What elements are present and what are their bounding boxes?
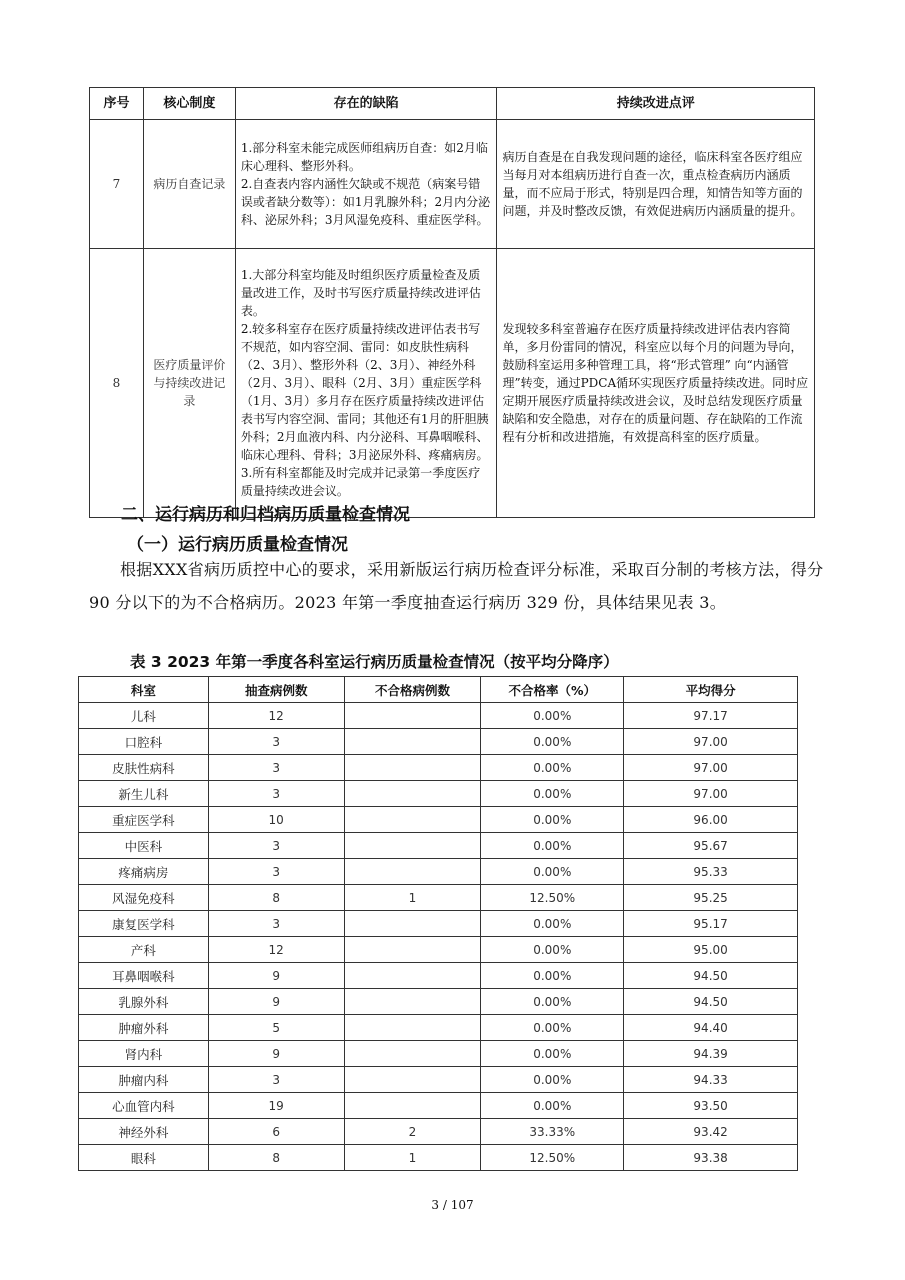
cell-failed — [344, 911, 481, 937]
cell-fail-rate: 12.50% — [481, 1145, 624, 1171]
cell-failed — [344, 833, 481, 859]
cell-sampled: 3 — [208, 911, 344, 937]
cell-department: 新生儿科 — [79, 781, 209, 807]
cell-fail-rate: 0.00% — [481, 755, 624, 781]
cell-sampled: 12 — [208, 937, 344, 963]
cell-fail-rate: 0.00% — [481, 1093, 624, 1119]
cell-department: 口腔科 — [79, 729, 209, 755]
cell-avg-score: 94.50 — [624, 963, 798, 989]
cell-avg-score: 95.25 — [624, 885, 798, 911]
cell-fail-rate: 0.00% — [481, 1015, 624, 1041]
cell-avg-score: 93.38 — [624, 1145, 798, 1171]
cell-fail-rate: 0.00% — [481, 1067, 624, 1093]
table-row — [90, 120, 815, 249]
cell-avg-score: 94.40 — [624, 1015, 798, 1041]
cell-sampled: 9 — [208, 989, 344, 1015]
cell-department: 风湿免疫科 — [79, 885, 209, 911]
cell-department: 儿科 — [79, 703, 209, 729]
cell-avg-score: 97.17 — [624, 703, 798, 729]
cell-failed — [344, 781, 481, 807]
cell-department: 肾内科 — [79, 1041, 209, 1067]
cell-failed — [344, 1093, 481, 1119]
table-row — [79, 833, 798, 859]
row-defects: 1.部分科室未能完成医师组病历自查：如2月临床心理科、整形外科。 2.自查表内容内涵性欠缺或不规范（病案号错误或者缺分数等）：如1月乳腺外科；2月内分泌科、泌尿外科；3月风湿免疫科、重症医学科。 — [235, 120, 497, 249]
cell-failed — [344, 1041, 481, 1067]
cell-fail-rate: 0.00% — [481, 1041, 624, 1067]
cell-department: 产科 — [79, 937, 209, 963]
cell-sampled: 10 — [208, 807, 344, 833]
table-caption: 表 3 2023 年第一季度各科室运行病历质量检查情况（按平均分降序） — [130, 653, 619, 671]
body-paragraph: 根据XXX省病历质控中心的要求，采用新版运行病历检查评分标准，采取百分制的考核方法，得分 90 分以下的为不合格病历。2023 年第一季度抽查运行病历 329 份，具体结果见表 3。 — [89, 560, 824, 612]
header-failed: 不合格病例数 — [344, 677, 481, 703]
defects-table — [89, 87, 815, 518]
table-row — [79, 807, 798, 833]
section-heading: 二、运行病历和归档病历质量检查情况 — [121, 505, 410, 525]
row-defects: 1.大部分科室均能及时组织医疗质量检查及质量改进工作，及时书写医疗质量持续改进评估表。 2.较多科室存在医疗质量持续改进评估表书写不规范，如内容空洞、雷同：如皮肤性病科（2、3月）、整形外科（2、3月）、神经外科（2月、3月）、眼科（2月、3月）重症医学科（1月、3月）多月存在医疗质量持续改进评估表书写内容空洞、雷同；其他还有1月的肝胆胰外科；2月血液内科、内分泌科、耳鼻咽喉科、临床心理科、骨科；3月泌尿外科、疼痛病房。 3.所有科室都能及时完成并记录第一季度医疗质量持续改进会议。 — [235, 249, 497, 518]
table-row — [79, 781, 798, 807]
department-quality-table — [78, 676, 798, 1171]
row-no: 8 — [90, 249, 144, 518]
row-comment: 发现较多科室普遍存在医疗质量持续改进评估表内容简单，多月份雷同的情况，科室应以每个月的问题为导向，鼓励科室运用多种管理工具，将“形式管理” 向“内涵管理”转变，通过PDCA循环实现医疗质量持续改进。同时应定期开展医疗质量持续改进会议，及时总结发现医疗质量缺陷和安全隐患，对存在的质量问题、存在缺陷的工作流程有分析和改进措施，有效提高科室的医疗质量。 — [497, 249, 815, 518]
defects-table-header — [90, 88, 815, 120]
subsection-heading: （一）运行病历质量检查情况 — [127, 535, 348, 555]
cell-sampled: 9 — [208, 1041, 344, 1067]
cell-department: 心血管内科 — [79, 1093, 209, 1119]
table-row — [79, 1015, 798, 1041]
cell-sampled: 3 — [208, 859, 344, 885]
header-sampled: 抽查病例数 — [208, 677, 344, 703]
cell-failed — [344, 1015, 481, 1041]
cell-fail-rate: 12.50% — [481, 885, 624, 911]
cell-fail-rate: 0.00% — [481, 781, 624, 807]
cell-avg-score: 95.67 — [624, 833, 798, 859]
cell-department: 皮肤性病科 — [79, 755, 209, 781]
cell-sampled: 3 — [208, 729, 344, 755]
header-fail-rate: 不合格率（%） — [481, 677, 624, 703]
cell-sampled: 12 — [208, 703, 344, 729]
cell-failed — [344, 937, 481, 963]
cell-avg-score: 94.39 — [624, 1041, 798, 1067]
table-row — [79, 1145, 798, 1171]
header-avg-score: 平均得分 — [624, 677, 798, 703]
cell-avg-score: 94.33 — [624, 1067, 798, 1093]
cell-avg-score: 95.17 — [624, 911, 798, 937]
cell-fail-rate: 33.33% — [481, 1119, 624, 1145]
page-number: 3 / 107 — [431, 1198, 474, 1212]
header-system: 核心制度 — [143, 88, 235, 120]
cell-fail-rate: 0.00% — [481, 807, 624, 833]
table-row — [79, 937, 798, 963]
table-row — [79, 911, 798, 937]
cell-avg-score: 93.50 — [624, 1093, 798, 1119]
table-row — [79, 963, 798, 989]
cell-department: 重症医学科 — [79, 807, 209, 833]
cell-department: 眼科 — [79, 1145, 209, 1171]
cell-sampled: 9 — [208, 963, 344, 989]
cell-fail-rate: 0.00% — [481, 703, 624, 729]
cell-sampled: 5 — [208, 1015, 344, 1041]
table-row — [79, 729, 798, 755]
table-row — [79, 1041, 798, 1067]
header-department: 科室 — [79, 677, 209, 703]
table-row — [79, 989, 798, 1015]
cell-avg-score: 97.00 — [624, 755, 798, 781]
table-row — [79, 703, 798, 729]
table-row — [79, 859, 798, 885]
cell-sampled: 3 — [208, 1067, 344, 1093]
cell-sampled: 6 — [208, 1119, 344, 1145]
cell-fail-rate: 0.00% — [481, 729, 624, 755]
cell-sampled: 19 — [208, 1093, 344, 1119]
cell-failed: 1 — [344, 885, 481, 911]
cell-avg-score: 95.00 — [624, 937, 798, 963]
table-row — [90, 249, 815, 518]
cell-avg-score: 95.33 — [624, 859, 798, 885]
cell-avg-score: 96.00 — [624, 807, 798, 833]
cell-sampled: 3 — [208, 833, 344, 859]
cell-department: 肿瘤内科 — [79, 1067, 209, 1093]
cell-avg-score: 97.00 — [624, 729, 798, 755]
cell-sampled: 8 — [208, 885, 344, 911]
cell-failed — [344, 703, 481, 729]
row-no: 7 — [90, 120, 144, 249]
cell-fail-rate: 0.00% — [481, 911, 624, 937]
cell-failed — [344, 729, 481, 755]
cell-failed — [344, 1067, 481, 1093]
cell-sampled: 3 — [208, 755, 344, 781]
cell-failed: 1 — [344, 1145, 481, 1171]
row-system: 医疗质量评价与持续改进记录 — [143, 249, 235, 518]
cell-department: 神经外科 — [79, 1119, 209, 1145]
cell-avg-score: 93.42 — [624, 1119, 798, 1145]
cell-avg-score: 94.50 — [624, 989, 798, 1015]
cell-failed — [344, 963, 481, 989]
cell-department: 乳腺外科 — [79, 989, 209, 1015]
cell-failed — [344, 859, 481, 885]
table-row — [79, 755, 798, 781]
cell-department: 疼痛病房 — [79, 859, 209, 885]
table-row — [79, 1093, 798, 1119]
cell-department: 中医科 — [79, 833, 209, 859]
cell-failed: 2 — [344, 1119, 481, 1145]
cell-fail-rate: 0.00% — [481, 859, 624, 885]
cell-fail-rate: 0.00% — [481, 833, 624, 859]
header-comment: 持续改进点评 — [497, 88, 815, 120]
cell-failed — [344, 807, 481, 833]
table-row — [79, 885, 798, 911]
cell-failed — [344, 989, 481, 1015]
cell-fail-rate: 0.00% — [481, 963, 624, 989]
cell-sampled: 3 — [208, 781, 344, 807]
header-defects: 存在的缺陷 — [235, 88, 497, 120]
cell-department: 康复医学科 — [79, 911, 209, 937]
table-row — [79, 1067, 798, 1093]
cell-avg-score: 97.00 — [624, 781, 798, 807]
cell-sampled: 8 — [208, 1145, 344, 1171]
row-comment: 病历自查是在自我发现问题的途径，临床科室各医疗组应当每月对本组病历进行自查一次，重点检查病历内涵质量，而不应局于形式，特别是四合理，知情告知等方面的问题，并及时整改反馈，有效促进病历内涵质量的提升。 — [497, 120, 815, 249]
cell-department: 耳鼻咽喉科 — [79, 963, 209, 989]
table-row — [79, 1119, 798, 1145]
cell-failed — [344, 755, 481, 781]
cell-fail-rate: 0.00% — [481, 989, 624, 1015]
table-header-row — [79, 677, 798, 703]
cell-department: 肿瘤外科 — [79, 1015, 209, 1041]
row-system: 病历自查记录 — [143, 120, 235, 249]
cell-fail-rate: 0.00% — [481, 937, 624, 963]
header-no: 序号 — [90, 88, 144, 120]
